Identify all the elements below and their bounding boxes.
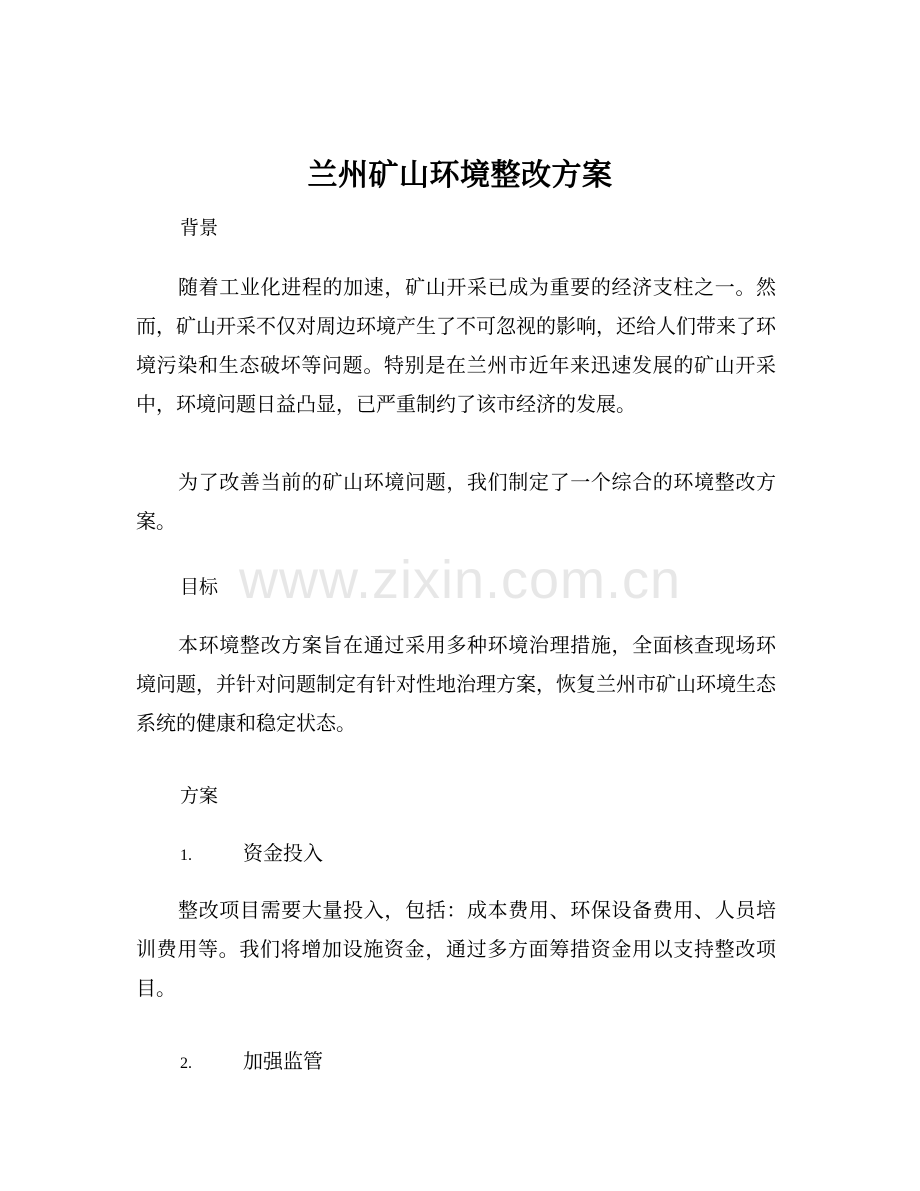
- paragraph-background-2: 为了改善当前的矿山环境问题，我们制定了一个综合的环境整改方案。: [136, 470, 776, 533]
- section-heading-goal: 目标: [180, 576, 219, 598]
- plan-item-1: [180, 838, 323, 871]
- paragraph-background-1: 随着工业化进程的加速，矿山开采已成为重要的经济支柱之一。然而，矿山开采不仅对周边环境产生了不可忽视的影响，还给人们带来了环境污染和生态破坏等问题。特别是在兰州市近年来迅速发展的矿山开采中，环境问题日益凸显，已严重制约了该市经济的发展。: [136, 275, 776, 416]
- list-label: 资金投入: [243, 841, 323, 865]
- list-number: 2.: [180, 1055, 192, 1072]
- plan-item-2: [180, 1046, 323, 1079]
- list-label: 加强监管: [243, 1049, 323, 1073]
- list-number: 1.: [180, 847, 192, 864]
- section-heading-background: 背景: [180, 217, 219, 239]
- paragraph-plan-1: 整改项目需要大量投入，包括：成本费用、环保设备费用、人员培训费用等。我们将增加设施资金，通过多方面筹措资金用以支持整改项目。: [136, 898, 776, 1000]
- watermark: www.zixin.com.cn: [238, 550, 682, 610]
- document-title: 兰州矿山环境整改方案: [307, 158, 613, 193]
- section-heading-plan: 方案: [180, 785, 219, 807]
- paragraph-goal: 本环境整改方案旨在通过采用多种环境治理措施，全面核查现场环境问题，并针对问题制定有针对性地治理方案，恢复兰州市矿山环境生态系统的健康和稳定状态。: [136, 633, 776, 735]
